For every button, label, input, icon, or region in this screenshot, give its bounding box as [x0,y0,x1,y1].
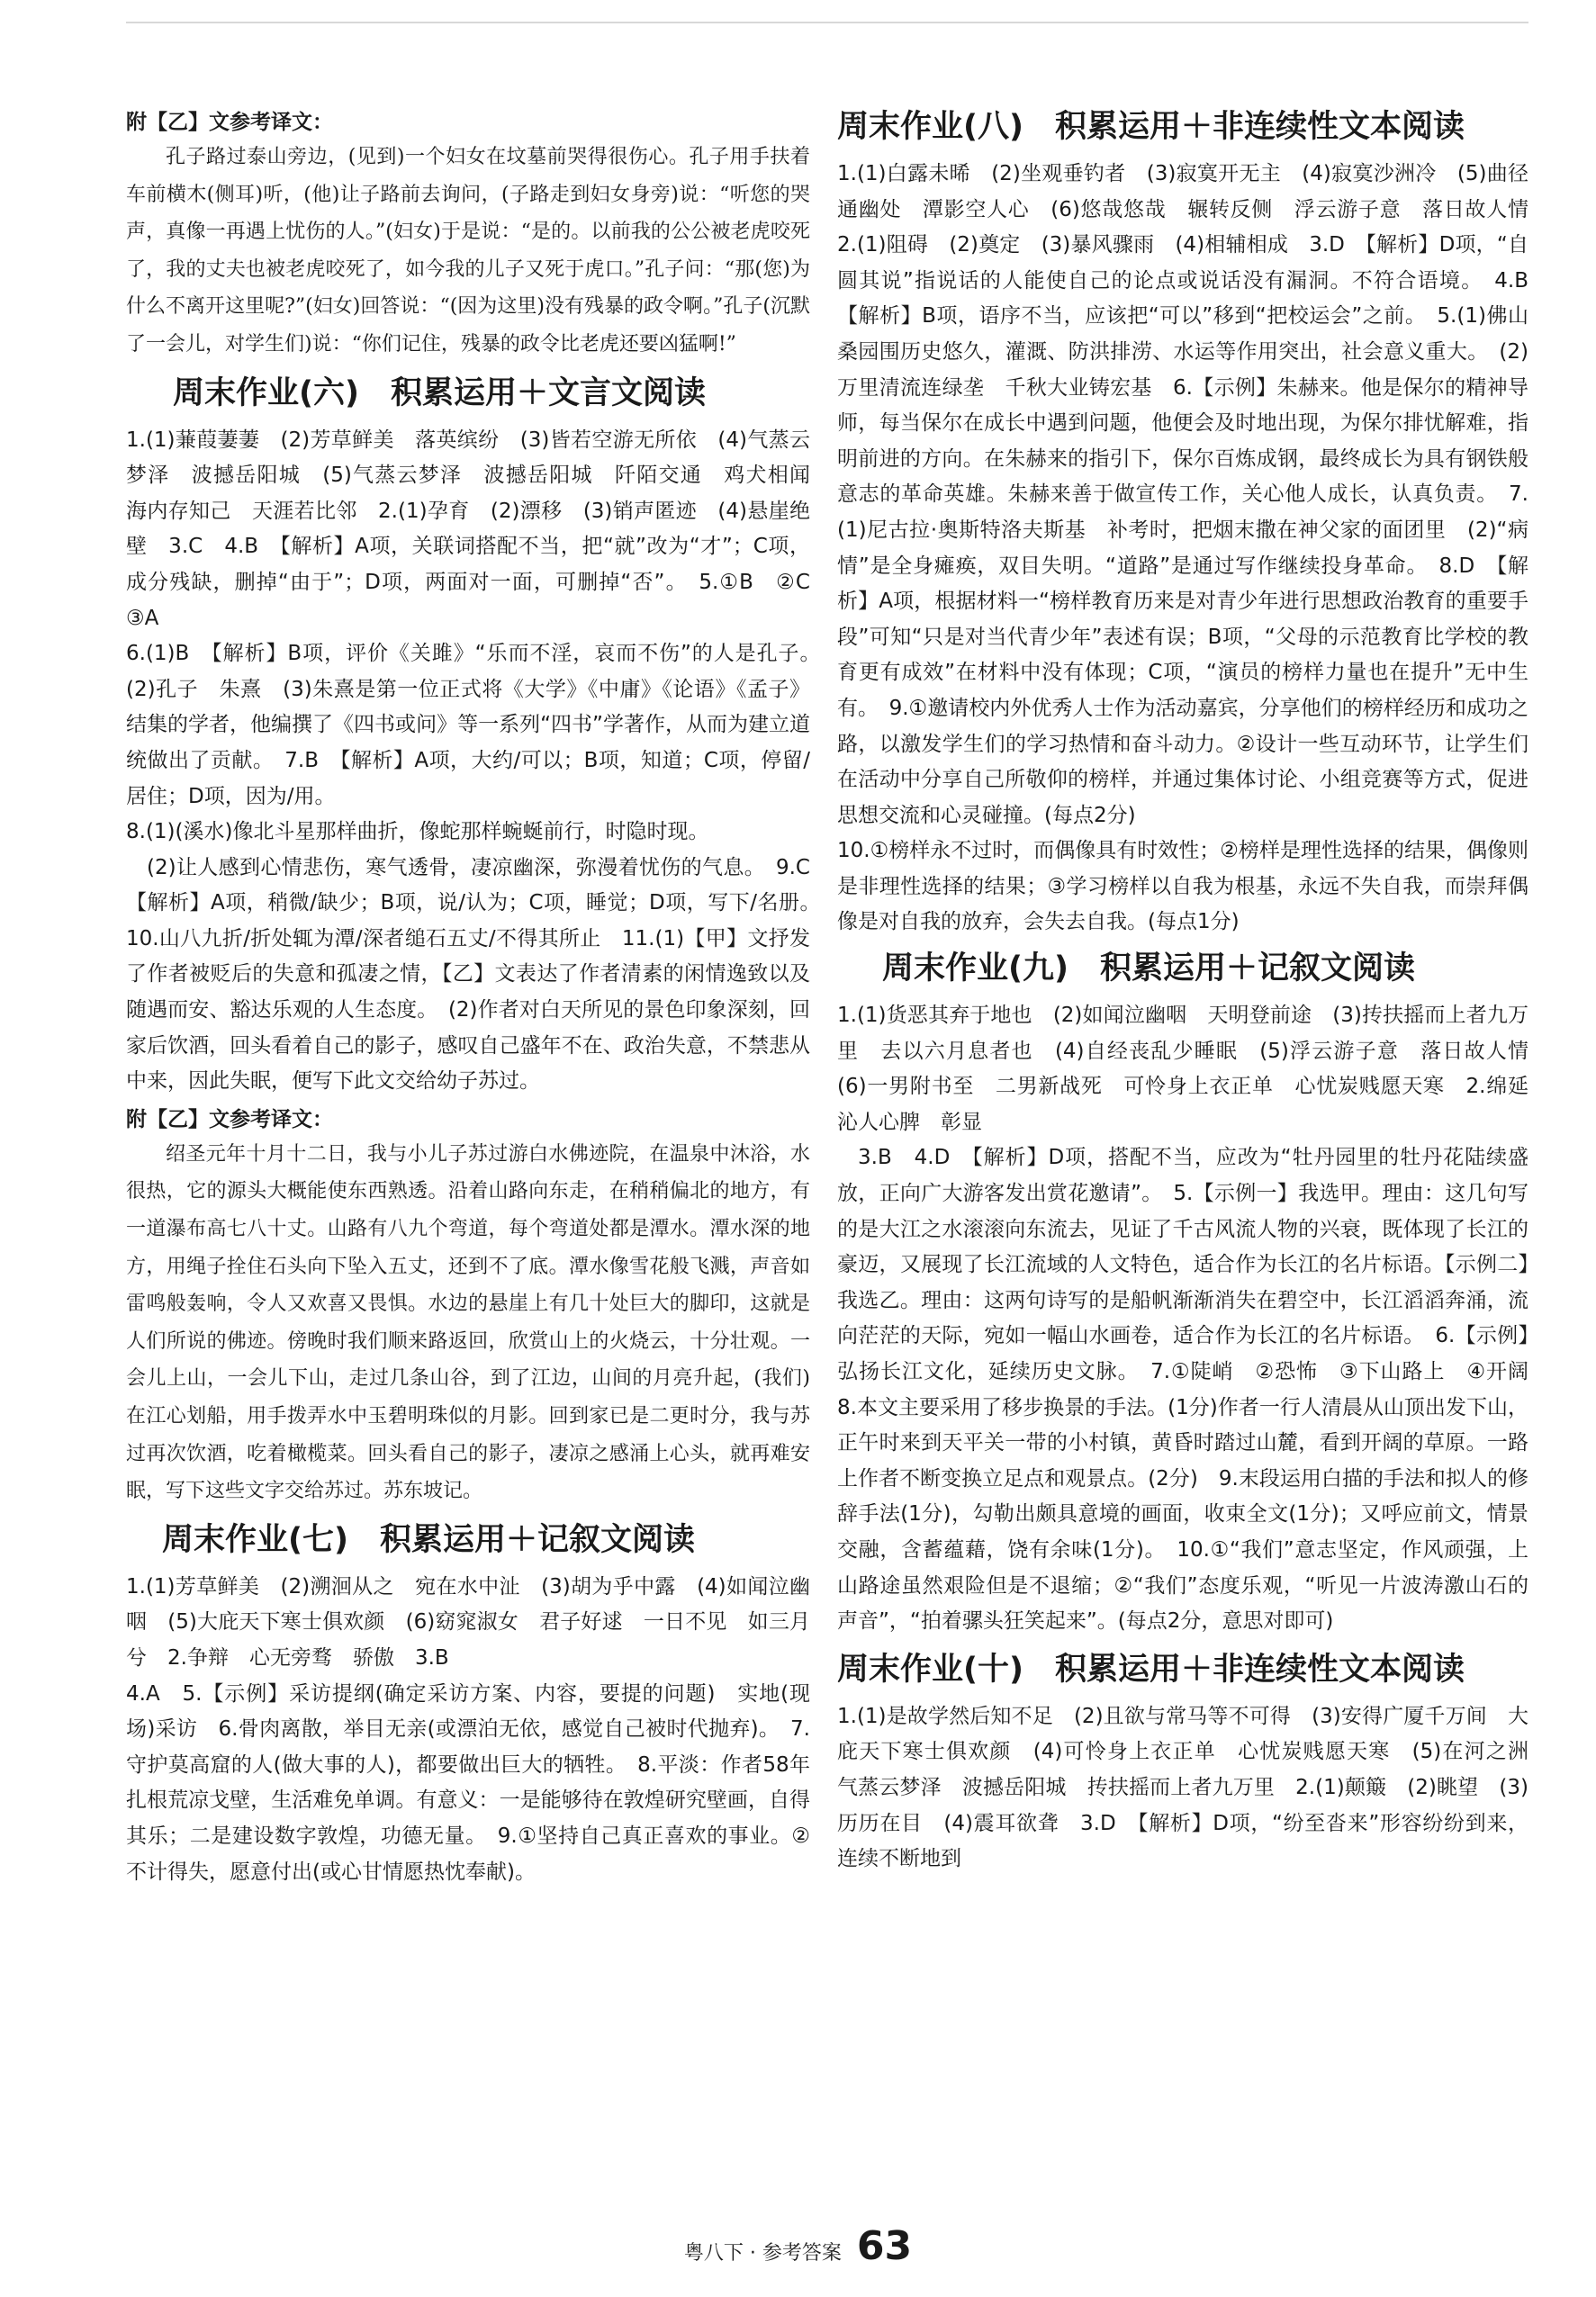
top-scan-shadow [126,22,1528,23]
section-title-6 [126,373,810,414]
section-title-8 [837,106,1528,148]
left-column [126,106,831,1890]
right-column [837,106,1549,1878]
section-title-7-text: 周末作业(七) 积累运用＋记叙文阅读 [162,1521,695,1558]
section-title-10 [837,1649,1528,1690]
footer-label: 粤八下 · 参考答案 [683,2242,842,2265]
answers-9-part-2: 3.B 4.D 【解析】D项，搭配不当，应改为“牡丹园里的牡丹花陆续盛放，正向广大游客发出赏花邀请”。 5.【示例一】我选甲。理由：这几句写的是大江之水滚滚向东流去，见证了千古风流人物的兴衰，既体现了长江的豪迈，又展现了长江流域的人文特色，适合作为长江的名片标语。【示例二】我选乙。理由：这两句诗写的是船帆渐渐消失在碧空中，长江滔滔奔涌，流向茫茫的天际，宛如一幅山水画卷，适合作为长江的名片标语。 6.【示例】弘扬长江文化，延续历史文脉。 7.①陡峭 ②恐怖 ③下山路上 ④开阔 8.本文主要采用了移步换景的手法。(1分)作者一行人清晨从山顶出发下山，正午时来到天平关一带的小村镇，黄昏时踏过山麓，看到开阔的草原。一路上作者不断变换立足点和观景点。(2分) 9.末段运用白描的手法和拟人的修辞手法(1分)，勾勒出颇具意境的画面，收束全文(1分)；又呼应前文，情景交融，含蓄蕴藉，饶有余味(1分)。 10.①“我们”意志坚定，作风顽强，上山路途虽然艰险但是不退缩；②“我们”态度乐观，“听见一片波涛激山石的声音”，“拍着骡头狂笑起来”。(每点2分，意思对即可) [837,1146,1549,1634]
answers-10-part-1: 1.(1)是故学然后知不足 (2)且欲与常马等不可得 (3)安得广厦千万间 大庇天下寒士俱欢颜 (4)可怜身上衣正单 心忧炭贱愿天寒 (5)在河之洲 气蒸云梦泽 波撼岳阳城 抟扶摇而上者九万里 2.(1)颠簸 (2)眺望 (3)历历在目 (4)震耳欲聋 3.D 【解析】D项，“纷至沓来”形容纷纷到来，连续不断地到 [837,1704,1549,1871]
section-title-7 [126,1519,810,1561]
answers-8-part-2: 10.①榜样永不过时，而偶像具有时效性；②榜样是理性选择的结果，偶像则是非理性选择的结果；③学习榜样以自我为根基，永远不失自我，而崇拜偶像是对自我的放弃，会失去自我。(每点1分) [837,839,1528,934]
page-footer [0,2223,1596,2269]
translation-heading-2: 附【乙】文参考译文： [126,1107,333,1131]
section-title-8-text: 周末作业(八) 积累运用＋非连续性文本阅读 [837,109,1465,145]
section-title-6-text: 周末作业(六) 积累运用＋文言文阅读 [173,374,706,411]
answers-6-part-2: 6.(1)B 【解析】B项，评价《关雎》“乐而不淫，哀而不伤”的人是孔子。 (2)孔子 朱熹 (3)朱熹是第一位正式将《大学》《中庸》《论语》《孟子》结集的学者，他编撰了《四书或问》等一系列“四书”学著作，从而为建立道统做出了贡献。 7.B 【解析】A项，大约/可以；B项，知道；C项，停留/居住；D项，因为/用。 [126,642,831,808]
page-number: 63 [856,2223,913,2269]
answers-8-part-1: 1.(1)白露未晞 (2)坐观垂钓者 (3)寂寞开无主 (4)寂寞沙洲冷 (5)曲径通幽处 潭影空人心 (6)悠哉悠哉 辗转反侧 浮云游子意 落日故人情 2.(1)阻碍 (2)奠定 (3)暴风骤雨 (4)相辅相成 3.D 【解析】D项，“自圆其说”指说话的人能使自己的论点或说话没有漏洞。不符合语境。 4.B 【解析】B项，语序不当，应该把“可以”移到“把校运会”之前。 5.(1)佛山桑园围历史悠久，灌溉、防洪排涝、水运等作用突出，社会意义重大。 (2)万里清流连绿垄 千秋大业铸宏基 6.【示例】朱赫来。他是保尔的精神导师，每当保尔在成长中遇到问题，他便会及时地出现，为保尔排忧解难，指明前进的方向。在朱赫来的指引下，保尔百炼成钢，最终成长为具有钢铁般意志的革命英雄。朱赫来善于做宣传工作，关心他人成长，认真负责。 7.(1)尼古拉·奥斯特洛夫斯基 补考时，把烟末撒在神父家的面团里 (2)“病情”是全身瘫痪，双目失明。“道路”是通过写作继续投身革命。 8.D 【解析】A项，根据材料一“榜样教育历来是对青少年进行思想政治教育的重要手段”可知“只是对当代青少年”表述有误；B项，“父母的示范教育比学校的教育更有成效”在材料中没有体现；C项，“演员的榜样力量也在提升”无中生有。 9.①邀请校内外优秀人士作为活动嘉宾，分享他们的榜样经历和成功之路，以激发学生们的学习热情和奋斗动力。②设计一些互动环节，让学生们在活动中分享自己所敬仰的榜样，并通过集体讨论、小组竞赛等方式，促进思想交流和心灵碰撞。(每点2分) [837,162,1549,827]
answers-7-part-2: 4.A 5.【示例】采访提纲(确定采访方案、内容，要提的问题) 实地(现场)采访 6.骨肉离散，举目无亲(或漂泊无依，感觉自己被时代抛弃)。 7.守护莫高窟的人(做大事的人)，都要做出巨大的牺牲。 8.平淡：作者58年扎根荒凉戈壁，生活难免单调。有意义：一是能够待在敦煌研究壁画，自得其乐；二是建设数字敦煌，功德无量。 9.①坚持自己真正喜欢的事业。②不计得失，愿意付出(或心甘情愿热忱奉献)。 [126,1681,810,1884]
answers-6-part-4: (2)让人感到心情悲伤，寒气透骨，凄凉幽深，弥漫着忧伤的气息。 9.C 【解析】A项，稍微/缺少；B项，说/认为；C项，睡觉；D项，写下/名册。 10.山八九折/折处辄为潭/深者缒石五丈/不得其所止 11.(1)【甲】文抒发了作者被贬后的失意和孤凄之情，【乙】文表达了作者清素的闲情逸致以及随遇而安、豁达乐观的人生态度。 (2)作者对白天所见的景色印象深刻，回家后饮酒，回头看着自己的影子，感叹自己盛年不在、政治失意，不禁悲从中来，因此失眠，便写下此文交给幼子苏过。 [126,855,831,1094]
translation-heading-1: 附【乙】文参考译文： [126,111,333,134]
translation-text-1: 孔子路过泰山旁边，(见到)一个妇女在坟墓前哭得很伤心。孔子用手扶着车前横木(侧耳)听，(他)让子路前去询问，(子路走到妇女身旁)说：“听您的哭声，真像一再遇上忧伤的人。”(妇女)于是说：“是的。以前我的公公被老虎咬死了，我的丈夫也被老虎咬死了，如今我的儿子又死于虎口。”孔子问：“那(您)为什么不离开这里呢?”(妇女)回答说：“(因为这里)没有残暴的政令啊。”孔子(沉默了一会儿，对学生们)说：“你们记住，残暴的政令比老虎还要凶猛啊!” [126,146,810,356]
translation-text-2: 绍圣元年十月十二日，我与小儿子苏过游白水佛迹院，在温泉中沐浴，水很热，它的源头大概能使东西熟透。沿着山路向东走，在稍稍偏北的地方，有一道瀑布高七八十丈。山路有八九个弯道，每个弯道处都是潭水。潭水深的地方，用绳子拴住石头向下坠入五丈，还到不了底。潭水像雪花般飞溅，声音如雷鸣般轰响，令人又欢喜又畏惧。水边的悬崖上有几十处巨大的脚印，这就是人们所说的佛迹。傍晚时我们顺来路返回，欣赏山上的火烧云，十分壮观。一会儿上山，一会儿下山，走过几条山谷，到了江边，山间的月亮升起，(我们)在江心划船，用手拨弄水中玉碧明珠似的月影。回到家已是二更时分，我与苏过再次饮酒，吃着橄榄菜。回头看自己的影子，凄凉之感涌上心头，就再难安眠，写下这些文字交给苏过。苏东坡记。 [126,1142,810,1503]
section-title-9 [837,948,1528,989]
answers-6-part-1: 1.(1)蒹葭萋萋 (2)芳草鲜美 落英缤纷 (3)皆若空游无所依 (4)气蒸云梦泽 波撼岳阳城 (5)气蒸云梦泽 波撼岳阳城 阡陌交通 鸡犬相闻 海内存知己 天涯若比邻 2.(1)孕育 (2)漂移 (3)销声匿迹 (4)悬崖绝壁 3.C 4.B 【解析】A项，关联词搭配不当，把“就”改为“才”；C项，成分残缺，删掉“由于”；D项，两面对一面，可删掉“否”。 5.①B ②C ③A [126,428,831,630]
section-title-10-text: 周末作业(十) 积累运用＋非连续性文本阅读 [837,1651,1465,1688]
answers-6-part-3: 8.(1)(溪水)像北斗星那样曲折，像蛇那样蜿蜒前行，时隐时现。 [126,820,709,844]
answers-7-part-1: 1.(1)芳草鲜美 (2)溯洄从之 宛在水中沚 (3)胡为乎中露 (4)如闻泣幽咽 (5)大庇天下寒士俱欢颜 (6)窈窕淑女 君子好逑 一日不见 如三月兮 2.争辩 心无旁骛 骄傲 3.B [126,1574,810,1670]
section-title-9-text: 周末作业(九) 积累运用＋记叙文阅读 [882,950,1415,987]
answers-9-part-1: 1.(1)货恶其弃于地也 (2)如闻泣幽咽 天明登前途 (3)抟扶摇而上者九万里 去以六月息者也 (4)自经丧乱少睡眠 (5)浮云游子意 落日故人情 (6)一男附书至 二男新战死 可怜身上衣正单 心忧炭贱愿天寒 2.绵延 沁人心脾 彰显 [837,1004,1549,1134]
